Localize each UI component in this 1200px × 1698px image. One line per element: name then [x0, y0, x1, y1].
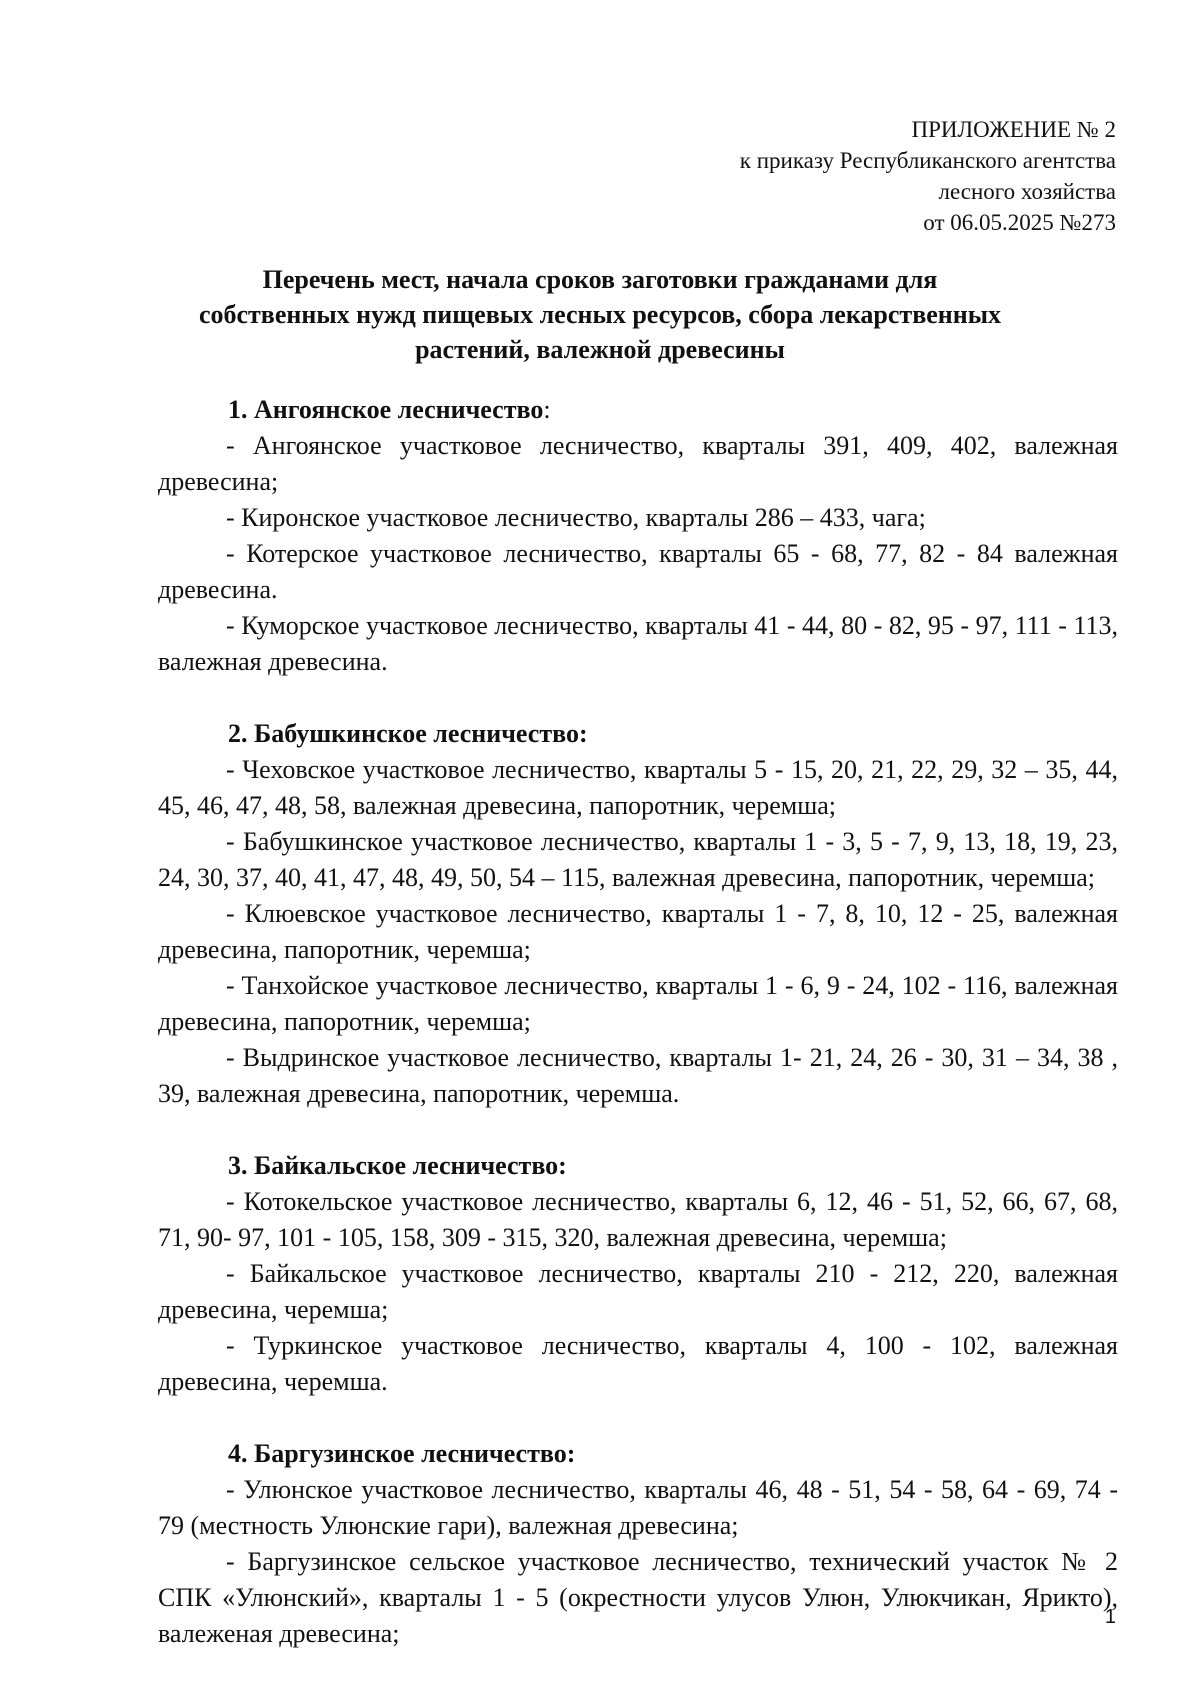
- appendix-header: [740, 114, 1116, 238]
- appendix-order-ref: к приказу Республиканского агентства: [739, 148, 1116, 173]
- list-item: - Ангоянское участковое лесничество, кварталы 391, 409, 402, валежная древесина;: [158, 431, 1118, 496]
- section-heading: 3. Байкальское лесничество:: [228, 1151, 567, 1180]
- section-angoyanskoe: [158, 392, 1118, 680]
- appendix-agency: лесного хозяйства: [938, 179, 1116, 204]
- list-item: - Улюнское участковое лесничество, кварталы 46, 48 - 51, 54 - 58, 64 - 69, 74 - 79 (местность Улюнские гари), валежная древесина;: [158, 1475, 1118, 1540]
- document-title: [150, 262, 1050, 367]
- appendix-number: ПРИЛОЖЕНИЕ № 2: [911, 117, 1116, 142]
- list-item: - Байкальское участковое лесничество, кварталы 210 - 212, 220, валежная древесина, черемша;: [158, 1259, 1118, 1324]
- section-babushkinskoe: [158, 716, 1118, 1112]
- list-item: - Киронское участковое лесничество, кварталы 286 – 433, чага;: [226, 503, 926, 532]
- list-item: - Бабушкинское участковое лесничество, кварталы 1 - 3, 5 - 7, 9, 13, 18, 19, 23, 24, 30, 37, 40, 41, 47, 48, 49, 50, 54 – 115, валежная древесина, папоротник, черемша;: [158, 827, 1118, 892]
- list-item: - Туркинское участковое лесничество, кварталы 4, 100 - 102, валежная древесина, черемша.: [158, 1331, 1118, 1396]
- section-heading: 1. Ангоянское лесничество:: [228, 395, 551, 424]
- section-baikalskoe: [158, 1148, 1118, 1400]
- list-item: - Баргузинское сельское участковое лесничество, технический участок № 2 СПК «Улюнский», кварталы 1 - 5 (окрестности улусов Улюн, Улюкчикан, Ярикто), валеженая древесина;: [158, 1547, 1118, 1648]
- list-item: - Котерское участковое лесничество, кварталы 65 - 68, 77, 82 - 84 валежная древесина.: [158, 539, 1118, 604]
- title-line: растений, валежной древесины: [415, 335, 785, 364]
- list-item: - Чеховское участковое лесничество, кварталы 5 - 15, 20, 21, 22, 29, 32 – 35, 44, 45, 46, 47, 48, 58, валежная древесина, папоротник, черемша;: [158, 755, 1118, 820]
- page-number: 1: [1104, 1606, 1116, 1628]
- list-item: - Клюевское участковое лесничество, кварталы 1 - 7, 8, 10, 12 - 25, валежная древесина, папоротник, черемша;: [158, 899, 1118, 964]
- section-barguzinskoe: [158, 1436, 1118, 1652]
- title-line: собственных нужд пищевых лесных ресурсов, сбора лекарственных: [198, 300, 1002, 329]
- list-item: - Танхойское участковое лесничество, кварталы 1 - 6, 9 - 24, 102 - 116, валежная древесина, папоротник, черемша;: [158, 971, 1118, 1036]
- section-heading: 2. Бабушкинское лесничество:: [228, 719, 588, 748]
- list-item: - Выдринское участковое лесничество, кварталы 1- 21, 24, 26 - 30, 31 – 34, 38 , 39, валежная древесина, папоротник, черемша.: [158, 1043, 1118, 1108]
- appendix-date: от 06.05.2025 №273: [923, 210, 1116, 235]
- document-body: [158, 392, 1118, 1688]
- title-line: Перечень мест, начала сроков заготовки гражданами для: [262, 265, 938, 294]
- section-heading: 4. Баргузинское лесничество:: [228, 1439, 576, 1468]
- list-item: - Котокельское участковое лесничество, кварталы 6, 12, 46 - 51, 52, 66, 67, 68, 71, 90- 97, 101 - 105, 158, 309 - 315, 320, валежная древесина, черемша;: [158, 1187, 1118, 1252]
- list-item: - Куморское участковое лесничество, кварталы 41 - 44, 80 - 82, 95 - 97, 111 - 113, валежная древесина.: [158, 611, 1118, 676]
